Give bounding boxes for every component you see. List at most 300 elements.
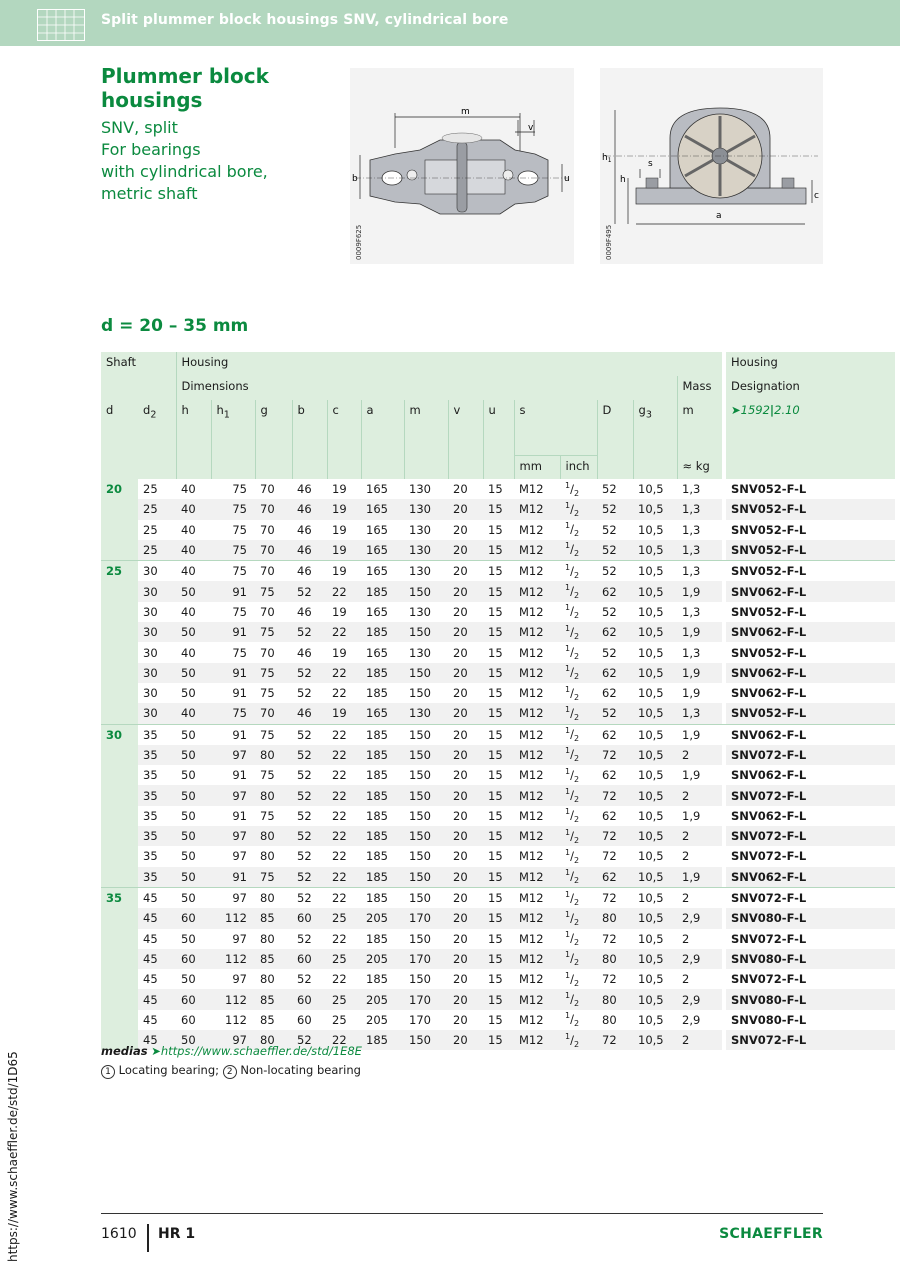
cell-h: 50	[176, 867, 211, 888]
cell-h: 60	[181, 1012, 196, 1027]
col-c: c	[327, 400, 361, 456]
cell-s: M12	[514, 663, 560, 683]
cell-v: 20	[448, 663, 483, 683]
cell-b: 52	[292, 622, 327, 642]
cell-h1: 75	[232, 604, 247, 619]
table-row	[101, 989, 895, 1009]
cell-h: 50	[181, 972, 196, 987]
table-row	[101, 581, 895, 601]
cell-d	[101, 581, 138, 601]
cell-inch: $^1/_2$	[560, 867, 597, 888]
cell-m: 130	[409, 645, 431, 660]
table-row	[101, 908, 895, 928]
cell-inch: $^1/_2$	[560, 703, 597, 724]
cell-h: 60	[176, 908, 211, 928]
footnote-text: Non-locating bearing	[240, 1063, 361, 1077]
cell-v: 20	[453, 482, 468, 497]
cell-s: M12	[519, 604, 544, 619]
cell-v: 20	[453, 972, 468, 987]
cell-v: 20	[448, 908, 483, 928]
cell-designation: SNV072-F-L	[731, 849, 807, 864]
cell-m: 150	[404, 826, 448, 846]
cell-inch: $^1/_2$	[565, 726, 580, 744]
cell-d2: 25	[143, 482, 158, 497]
cell-g: 75	[260, 768, 275, 783]
cell-h1: 75	[211, 499, 255, 519]
medias-url[interactable]: https://www.schaeffler.de/std/1E8E	[160, 1044, 362, 1058]
subtitle-line: For bearings	[101, 140, 201, 159]
cell-d	[101, 929, 138, 949]
cell-m: 150	[404, 867, 448, 888]
cell-designation: SNV052-F-L	[731, 482, 807, 497]
cell-designation: SNV052-F-L	[731, 564, 807, 579]
cell-h: 50	[176, 785, 211, 805]
cell-h1: 97	[232, 849, 247, 864]
cell-d: 25	[101, 561, 138, 582]
cell-m: 150	[404, 1030, 448, 1050]
dim-label-v: v	[528, 123, 534, 133]
cell-c: 25	[332, 1012, 347, 1027]
cell-g3: 10,5	[638, 686, 664, 701]
cell-v: 20	[448, 989, 483, 1009]
footer-divider	[101, 1213, 823, 1214]
header-mass: Mass	[677, 376, 722, 400]
cell-c: 22	[327, 867, 361, 888]
cell-d	[101, 867, 138, 888]
cell-u: 15	[488, 972, 503, 987]
cell-m: 150	[409, 808, 431, 823]
cell-d2: 45	[143, 931, 158, 946]
cell-a: 165	[361, 703, 404, 724]
cell-a: 205	[361, 989, 404, 1009]
section-label: HR 1	[158, 1226, 196, 1242]
cell-v: 20	[453, 727, 468, 742]
cell-v: 20	[448, 949, 483, 969]
cell-g3: 10,5	[638, 849, 664, 864]
subtitle-line: SNV, split	[101, 118, 178, 137]
cell-m: 130	[409, 482, 431, 497]
cell-m: 150	[404, 581, 448, 601]
cell-c: 19	[327, 703, 361, 724]
cell-m: 130	[409, 522, 431, 537]
cell-a: 185	[361, 745, 404, 765]
cell-g: 70	[255, 540, 292, 561]
cell-u: 15	[488, 849, 503, 864]
cell-g3: 10,5	[638, 891, 664, 906]
cell-d2: 30	[138, 581, 176, 601]
cell-b: 46	[292, 540, 327, 561]
cell-u: 15	[488, 768, 503, 783]
cell-g3: 10,5	[638, 727, 664, 742]
cell-h: 40	[176, 499, 211, 519]
cell-h: 50	[176, 622, 211, 642]
table-row	[101, 969, 895, 989]
cell-mass: 1,9	[677, 663, 722, 683]
cell-s: M12	[514, 908, 560, 928]
cell-d2: 45	[143, 972, 158, 987]
side-url[interactable]: https://www.schaeffler.de/std/1D65	[6, 1051, 20, 1262]
table-row	[101, 846, 895, 866]
cell-u: 15	[488, 482, 503, 497]
cell-designation: SNV072-F-L	[731, 891, 807, 906]
cell-u: 15	[483, 663, 514, 683]
cell-mass: 2,9	[677, 949, 722, 969]
cell-mass: 1,9	[677, 581, 722, 601]
cell-d2: 35	[138, 826, 176, 846]
cell-h1: 91	[211, 581, 255, 601]
cell-u: 15	[488, 727, 503, 742]
cell-g: 70	[260, 482, 275, 497]
cell-a: 185	[361, 785, 404, 805]
cell-mass: 2	[682, 891, 690, 906]
cell-s: M12	[519, 808, 544, 823]
cell-m: 170	[404, 989, 448, 1009]
col-u: u	[483, 400, 514, 456]
cell-b: 60	[297, 1012, 312, 1027]
cell-h: 40	[181, 482, 196, 497]
cell-inch: $^1/_2$	[565, 684, 580, 702]
table-row	[101, 724, 895, 745]
cell-d	[101, 908, 138, 928]
cell-inch: $^1/_2$	[565, 480, 580, 498]
cell-g3: 10,5	[633, 867, 677, 888]
cell-designation: SNV062-F-L	[726, 663, 895, 683]
cell-m: 150	[409, 931, 431, 946]
cell-d2: 35	[138, 785, 176, 805]
cell-g3: 10,5	[633, 908, 677, 928]
cell-v: 20	[448, 540, 483, 561]
cell-v: 20	[453, 931, 468, 946]
cell-g3: 10,5	[638, 808, 664, 823]
cell-v: 20	[448, 826, 483, 846]
cell-D: 72	[602, 972, 617, 987]
cell-v: 20	[448, 785, 483, 805]
cell-d2: 45	[138, 989, 176, 1009]
cell-d2: 30	[143, 564, 158, 579]
table-row	[101, 642, 895, 662]
dim-label-a: a	[716, 211, 722, 221]
housing-top-view-drawing	[350, 68, 574, 264]
cell-g: 75	[260, 808, 275, 823]
col-s: s	[514, 400, 597, 456]
cell-mass: 1,9	[677, 867, 722, 888]
cell-mass: 1,3	[682, 522, 701, 537]
cell-m: 170	[404, 908, 448, 928]
footnote	[101, 1063, 361, 1079]
cell-mass: 2	[682, 931, 690, 946]
cell-v: 20	[448, 499, 483, 519]
cell-u: 15	[488, 686, 503, 701]
cell-h1: 97	[232, 931, 247, 946]
cell-c: 22	[327, 581, 361, 601]
cell-c: 22	[327, 826, 361, 846]
cell-d2: 45	[138, 1030, 176, 1050]
cell-inch: $^1/_2$	[560, 908, 597, 928]
cell-m: 150	[409, 686, 431, 701]
cell-D: 52	[597, 703, 633, 724]
cell-v: 20	[453, 891, 468, 906]
cell-g: 70	[260, 645, 275, 660]
table-row	[101, 622, 895, 642]
cell-c: 22	[327, 1030, 361, 1050]
cell-h1: 91	[211, 622, 255, 642]
cell-c: 22	[327, 622, 361, 642]
cell-g3: 10,5	[633, 785, 677, 805]
cell-a: 185	[361, 826, 404, 846]
cell-h1: 91	[211, 867, 255, 888]
unit-mass: ≈ kg	[677, 456, 722, 480]
cell-b: 52	[292, 581, 327, 601]
cell-a: 185	[366, 808, 388, 823]
figure-code: 0009F625	[355, 224, 363, 260]
cell-h1: 112	[211, 908, 255, 928]
cell-b: 46	[297, 645, 312, 660]
cell-g: 80	[260, 891, 275, 906]
cell-m: 150	[409, 727, 431, 742]
cell-d	[101, 785, 138, 805]
cell-m: 150	[409, 972, 431, 987]
table-row	[101, 703, 895, 724]
cell-h: 50	[181, 849, 196, 864]
cell-u: 15	[483, 867, 514, 888]
cell-c: 19	[327, 540, 361, 561]
cell-D: 80	[602, 1012, 617, 1027]
unit-inch: inch	[560, 456, 597, 480]
cell-designation: SNV062-F-L	[726, 581, 895, 601]
cell-v: 20	[448, 703, 483, 724]
cell-s: M12	[514, 989, 560, 1009]
cell-designation: SNV052-F-L	[726, 540, 895, 561]
cell-u: 15	[483, 908, 514, 928]
cell-d2: 35	[138, 745, 176, 765]
cell-u: 15	[488, 645, 503, 660]
cell-D: 72	[602, 931, 617, 946]
cell-c: 22	[332, 891, 347, 906]
cell-g: 80	[255, 745, 292, 765]
cell-b: 52	[297, 727, 312, 742]
table-row	[101, 479, 895, 499]
cell-b: 52	[297, 768, 312, 783]
cell-designation: SNV072-F-L	[726, 1030, 895, 1050]
cell-a: 185	[361, 581, 404, 601]
cell-v: 20	[453, 645, 468, 660]
cell-D: 52	[602, 645, 617, 660]
cell-g3: 10,5	[638, 768, 664, 783]
cell-h: 40	[176, 703, 211, 724]
cell-designation: SNV062-F-L	[726, 622, 895, 642]
cell-h: 40	[181, 564, 196, 579]
cell-d	[101, 745, 138, 765]
cell-mass: 1,9	[682, 768, 701, 783]
table-body	[101, 479, 895, 1050]
col-D: D	[597, 400, 633, 456]
cell-h1: 91	[232, 808, 247, 823]
cell-s: M12	[514, 826, 560, 846]
cell-h: 60	[176, 949, 211, 969]
dimension-range-heading: d = 20 – 35 mm	[101, 316, 249, 336]
cell-m: 150	[404, 785, 448, 805]
cell-s: M12	[514, 745, 560, 765]
cell-u: 15	[483, 622, 514, 642]
cell-a: 185	[366, 891, 388, 906]
cell-g: 75	[255, 581, 292, 601]
cell-D: 62	[597, 581, 633, 601]
cell-mass: 2	[682, 972, 690, 987]
cell-d	[101, 663, 138, 683]
cell-g: 80	[260, 972, 275, 987]
cell-h1: 75	[232, 482, 247, 497]
cell-b: 46	[297, 522, 312, 537]
cell-u: 15	[483, 540, 514, 561]
cell-d2: 30	[138, 703, 176, 724]
cell-designation: SNV062-F-L	[726, 867, 895, 888]
cell-inch: $^1/_2$	[560, 989, 597, 1009]
table-row	[101, 663, 895, 683]
cell-d2: 30	[143, 604, 158, 619]
cell-h: 50	[181, 808, 196, 823]
cell-d	[101, 499, 138, 519]
header-title: Split plummer block housings SNV, cylindrical bore	[101, 12, 509, 28]
cell-designation: SNV080-F-L	[731, 1012, 807, 1027]
cell-designation: SNV062-F-L	[731, 808, 807, 823]
cell-s: M12	[519, 891, 544, 906]
cell-s: M12	[519, 931, 544, 946]
cell-b: 46	[297, 564, 312, 579]
cell-d	[101, 989, 138, 1009]
cell-b: 60	[292, 989, 327, 1009]
cell-mass: 1,9	[677, 622, 722, 642]
cell-u: 15	[488, 931, 503, 946]
cell-g3: 10,5	[633, 581, 677, 601]
cell-a: 185	[361, 1030, 404, 1050]
cell-D: 52	[602, 564, 617, 579]
cell-v: 20	[453, 522, 468, 537]
cell-a: 165	[366, 522, 388, 537]
cell-g3: 10,5	[638, 1012, 664, 1027]
cell-d2: 45	[138, 949, 176, 969]
cell-u: 15	[483, 703, 514, 724]
cell-v: 20	[453, 686, 468, 701]
col-h: h	[176, 400, 211, 456]
cell-d	[101, 622, 138, 642]
cell-d2: 35	[143, 727, 158, 742]
cell-c: 19	[327, 499, 361, 519]
cell-a: 165	[366, 564, 388, 579]
cell-a: 165	[361, 540, 404, 561]
cell-d	[101, 949, 138, 969]
table-row	[101, 949, 895, 969]
cell-g: 75	[260, 727, 275, 742]
footer-separator	[147, 1224, 149, 1252]
cell-g: 70	[255, 703, 292, 724]
cell-v: 20	[453, 564, 468, 579]
cell-g3: 10,5	[638, 564, 664, 579]
table-row	[101, 499, 895, 519]
cell-designation: SNV080-F-L	[726, 949, 895, 969]
table-row	[101, 765, 895, 785]
cell-d	[101, 602, 138, 622]
cell-s: M12	[519, 727, 544, 742]
cell-inch: $^1/_2$	[560, 949, 597, 969]
col-a: a	[361, 400, 404, 456]
cell-inch: $^1/_2$	[560, 622, 597, 642]
cell-d	[101, 806, 138, 826]
cell-mass: 1,3	[682, 564, 701, 579]
cell-h: 40	[181, 522, 196, 537]
cell-g3: 10,5	[633, 949, 677, 969]
footnote-text: Locating bearing;	[118, 1063, 220, 1077]
cell-designation: SNV052-F-L	[731, 522, 807, 537]
cell-d: 20	[101, 479, 138, 499]
cell-inch: $^1/_2$	[560, 499, 597, 519]
cell-h: 50	[181, 931, 196, 946]
cell-c: 22	[332, 768, 347, 783]
cell-D: 72	[597, 745, 633, 765]
cell-c: 22	[332, 972, 347, 987]
cell-u: 15	[483, 499, 514, 519]
cell-g: 80	[255, 826, 292, 846]
cell-g: 85	[255, 949, 292, 969]
dim-label-h1: $h_1$	[602, 153, 612, 164]
cell-h1: 75	[211, 540, 255, 561]
cell-u: 15	[483, 745, 514, 765]
cell-inch: $^1/_2$	[560, 1030, 597, 1050]
cell-inch: $^1/_2$	[560, 785, 597, 805]
table-row	[101, 520, 895, 540]
table-row	[101, 602, 895, 622]
cell-inch: $^1/_2$	[565, 889, 580, 907]
cell-D: 52	[597, 499, 633, 519]
table-row	[101, 745, 895, 765]
cell-g: 80	[255, 1030, 292, 1050]
table-row	[101, 806, 895, 826]
dim-label-m: m	[461, 107, 470, 117]
header-band	[0, 0, 900, 46]
cell-s: M12	[519, 482, 544, 497]
cell-s: M12	[514, 949, 560, 969]
cell-D: 52	[597, 540, 633, 561]
cell-s: M12	[519, 1012, 544, 1027]
cell-h: 40	[176, 540, 211, 561]
cell-b: 46	[297, 482, 312, 497]
cell-d	[101, 969, 138, 989]
cell-c: 19	[332, 645, 347, 660]
cell-mass: 2,9	[682, 1012, 701, 1027]
cell-inch: $^1/_2$	[565, 562, 580, 580]
cell-c: 25	[327, 989, 361, 1009]
cell-inch: $^1/_2$	[565, 847, 580, 866]
dim-label-s: s	[648, 159, 653, 169]
cell-mass: 1,3	[682, 482, 701, 497]
table-row	[101, 887, 895, 908]
cell-a: 205	[366, 1012, 388, 1027]
cell-g: 85	[255, 908, 292, 928]
cell-v: 20	[453, 808, 468, 823]
cell-designation: SNV062-F-L	[731, 686, 807, 701]
cell-c: 22	[332, 808, 347, 823]
cell-a: 205	[361, 908, 404, 928]
cell-s: M12	[519, 686, 544, 701]
cell-a: 185	[361, 867, 404, 888]
cell-inch: $^1/_2$	[565, 970, 580, 988]
cell-mass: 1,9	[682, 727, 701, 742]
cell-D: 80	[597, 949, 633, 969]
cell-s: M12	[519, 645, 544, 660]
cell-u: 15	[483, 989, 514, 1009]
cell-s: M12	[514, 581, 560, 601]
cell-designation: SNV052-F-L	[726, 499, 895, 519]
cell-m: 170	[409, 1012, 431, 1027]
